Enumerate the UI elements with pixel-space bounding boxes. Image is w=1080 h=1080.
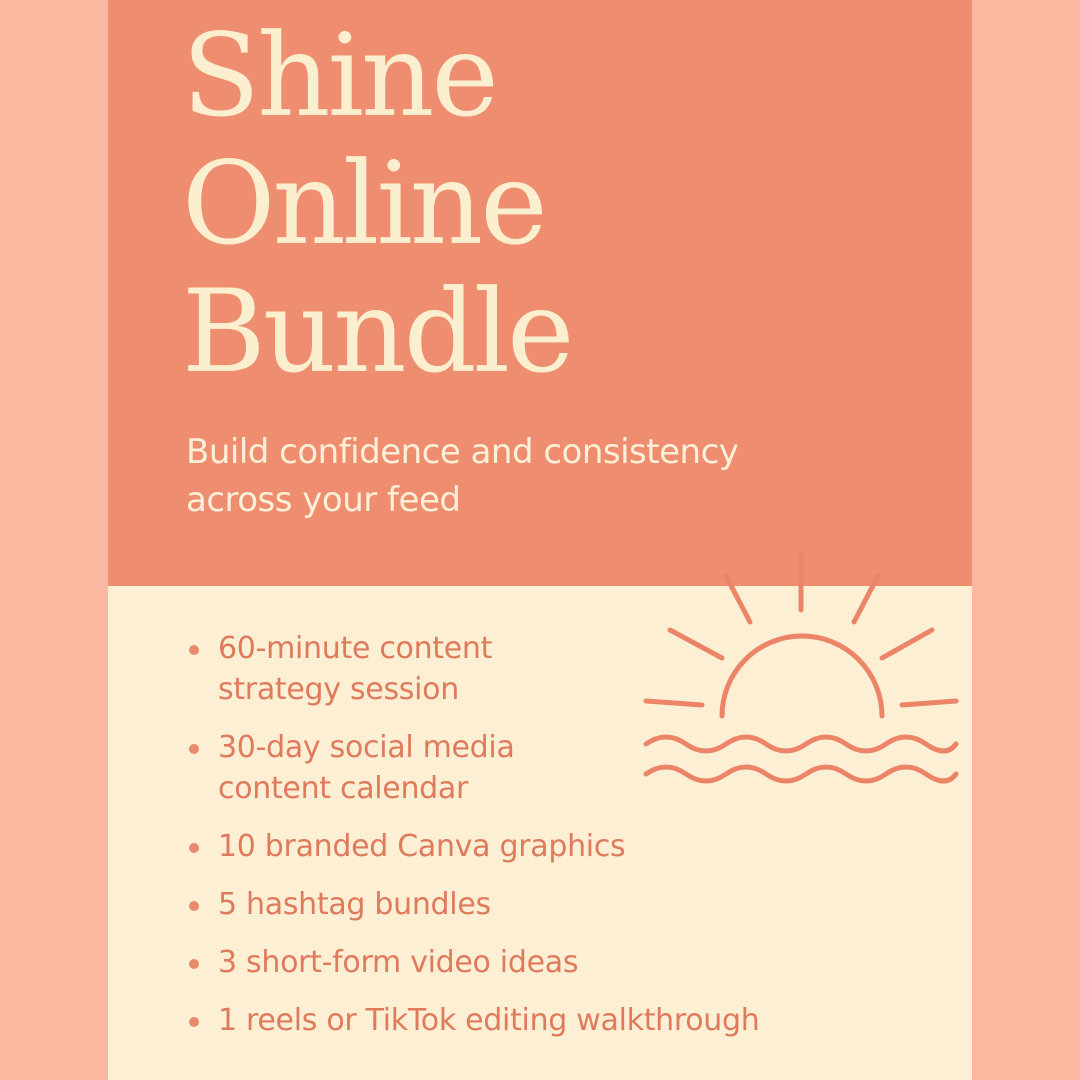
title-line: Bundle [182,265,572,398]
bullet-icon [189,901,199,911]
feature-text: 30-day social media content calendar [218,730,515,806]
feature-text: 5 hashtag bundles [218,887,491,922]
feature-item [186,884,759,925]
feature-item [186,1000,759,1041]
feature-text: 1 reels or TikTok editing walkthrough [218,1003,760,1038]
feature-text: 3 short-form video ideas [218,945,579,980]
feature-text: 60-minute content strategy session [218,631,493,707]
subtitle: Build confidence and consistency across your feed [186,432,739,520]
bullet-icon [189,645,199,655]
bundle-card [108,0,972,1080]
bullet-icon [189,744,199,754]
feature-text: 10 branded Canva graphics [218,829,626,864]
header-panel [108,0,972,586]
title-line: Online [182,137,545,270]
bullet-icon [189,1017,199,1027]
bullet-icon [189,843,199,853]
sunset-over-waves-icon [642,548,962,788]
bullet-icon [189,959,199,969]
page-title [182,9,572,398]
feature-item [186,942,759,983]
feature-item [186,826,759,867]
title-line: Shine [182,9,496,142]
